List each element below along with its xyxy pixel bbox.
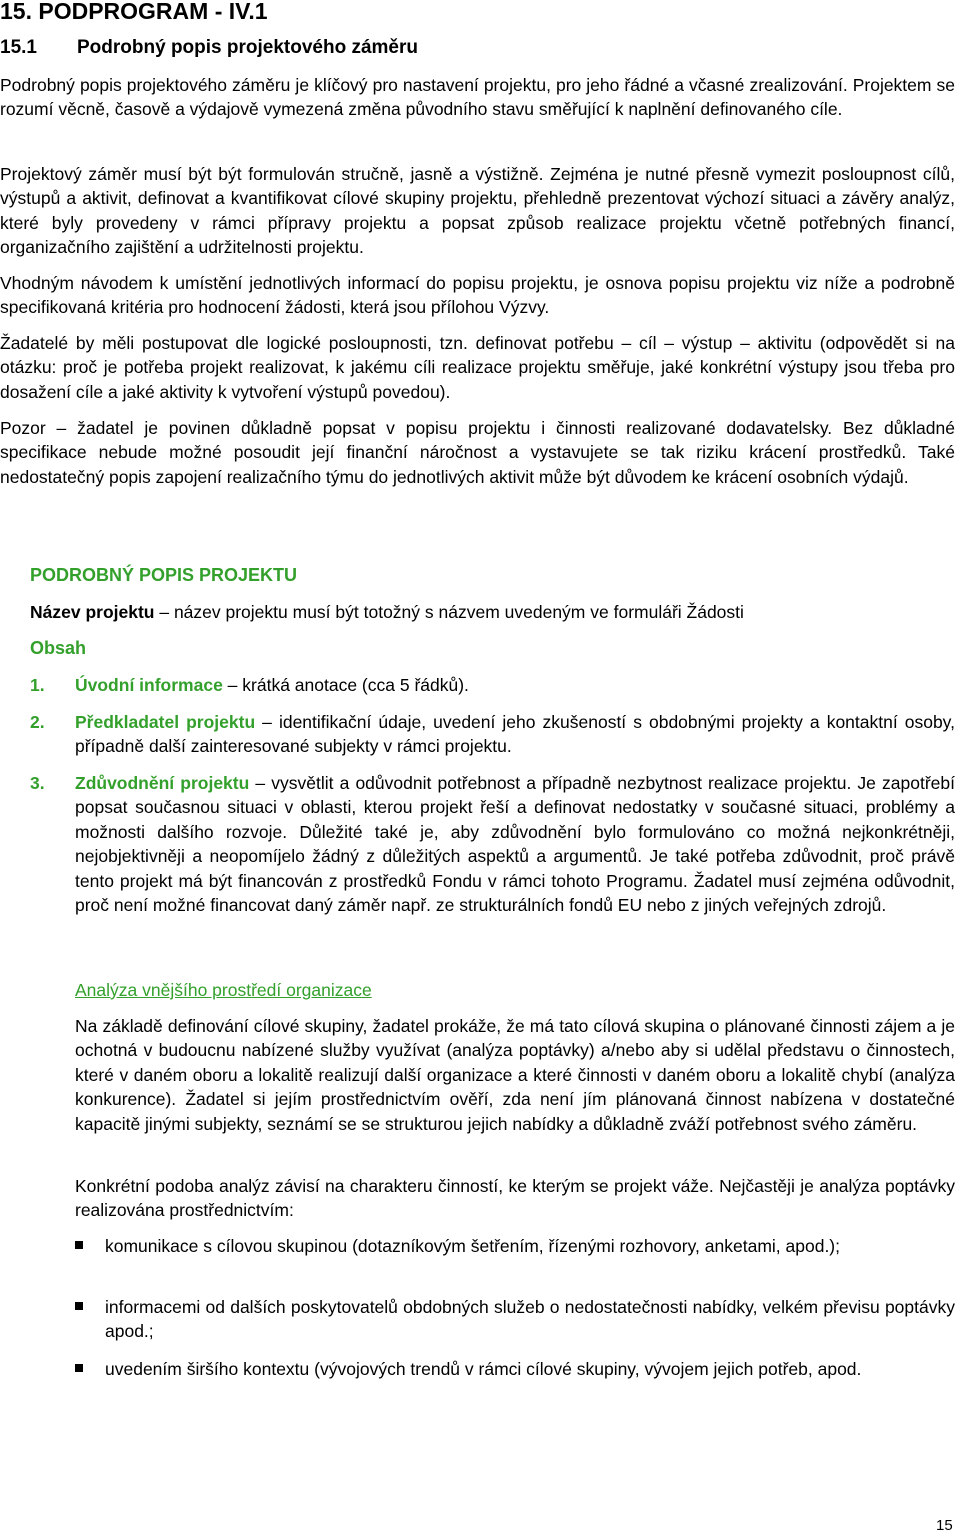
bullet-item-1 bbox=[75, 1234, 955, 1258]
outline-item-title: Zdůvodnění projektu bbox=[75, 773, 250, 793]
outline-item-text: – krátká anotace (cca 5 řádků). bbox=[222, 675, 469, 695]
outline-item-text: – vysvětlit a odůvodnit potřebnost a případně nezbytnost realizace projektu. Je zapotřebí popsat současnou situaci v oblasti, kterou projekt řeší a definovat nedostatky v současné situaci, problémy a možnosti dalšího rozvoje. Důležité také je, aby zdůvodnění bylo formulováno co možná nejkonkrétněji, nejobjektivněji a neopomíjelo žádný z důležitých aspektů a argumentů. Je také potřeba zdůvodnit, proč právě tento projekt má být financován z prostředků Fondu v rámci tohoto Programu. Žadatel musí zejména odůvodnit, proč není možné financovat daný záměr např. ze strukturálních fondů EU nebo z jiných veřejných zdrojů. bbox=[75, 773, 955, 916]
bullet-item-3 bbox=[75, 1357, 955, 1381]
intro-paragraph-2: Projektový záměr musí být být formulován stručně, jasně a výstižně. Zejména je nutné přesně vymezit posloupnost cílů, výstupů a aktivit, definovat a kvantifikovat cílové skupiny projektu, přehledně prezentovat výchozí situaci a závěry analýz, které byly provedeny v rámci přípravy projektu a popsat způsob realizace projektu včetně potřebných financí, organizačního zajištění a udržitelnosti projektu. bbox=[0, 164, 955, 258]
outline-item-title: Předkladatel projektu bbox=[75, 712, 256, 732]
chapter-title: 15. PODPROGRAM - IV.1 bbox=[0, 0, 268, 24]
project-name-label: Název projektu bbox=[30, 602, 155, 622]
outline-item-number: 2. bbox=[30, 712, 45, 732]
outline-item-2 bbox=[30, 710, 955, 759]
outline-item-text: – identifikační údaje, uvedení jeho zkušeností s obdobnými projekty a kontaktní osoby, případně další zainteresované subjekty v rámci projektu. bbox=[75, 712, 955, 757]
analysis-paragraph-1: Na základě definování cílové skupiny, žadatel prokáže, že má tato cílová skupina o plánované činnosti zájem a je ochotná v budoucnu nabízené služby využívat (analýza poptávky) a/nebo aby si udělal představu o činnostech, které v daném oboru a lokalitě realizují další organizace a které činnosti v daném oboru a lokalitě chybí (analýza konkurence). Žadatel si jejím prostřednictvím ověří, zda není jím plánovaná činnost nabízena v dostatečné kapacitě jinými subjekty, seznámí se se strukturou jejich nabídky a důkladně zváží potřebnost svého záměru. bbox=[75, 1016, 955, 1134]
bullet-text: komunikace s cílovou skupinou (dotazníkovým šetřením, řízenými rozhovory, anketami, apod.); bbox=[105, 1236, 840, 1256]
outline-item-3 bbox=[30, 771, 955, 917]
section-heading bbox=[0, 36, 418, 60]
bullet-square-icon bbox=[75, 1302, 83, 1310]
outline-item-number: 3. bbox=[30, 773, 45, 793]
outline-heading: PODROBNÝ POPIS PROJEKTU bbox=[30, 565, 298, 585]
intro-paragraph-3: Vhodným návodem k umístění jednotlivých informací do popisu projektu, je osnova popisu projektu viz níže a podrobně specifikovaná kritéria pro hodnocení žádosti, která jsou přílohou Výzvy. bbox=[0, 273, 955, 318]
intro-paragraph-4: Žadatelé by měli postupovat dle logické posloupnosti, tzn. definovat potřebu – cíl – výstup – aktivitu (odpovědět si na otázku: proč je potřeba projekt realizovat, k jakému cíli realizace projektu směřuje, jaké konkrétní výstupy jsou třeba pro dosažení cíle a jaké aktivity k vytvoření výstupů povedou). bbox=[0, 333, 955, 402]
bullet-item-2 bbox=[75, 1295, 955, 1344]
outline-item-1 bbox=[30, 673, 955, 697]
outline-item-number: 1. bbox=[30, 675, 45, 695]
intro-paragraph-1: Podrobný popis projektového záměru je klíčový pro nastavení projektu, pro jeho řádné a včasné zrealizování. Projektem se rozumí věcně, časově a výdajově vymezená změna původního stavu směřující k naplnění definovaného cíle. bbox=[0, 75, 955, 120]
bullet-text: uvedením širšího kontextu (vývojových trendů v rámci cílové skupiny, vývojem jejich potřeb, apod. bbox=[105, 1359, 862, 1379]
bullet-square-icon bbox=[75, 1364, 83, 1372]
analysis-subheading bbox=[75, 978, 955, 1002]
contents-heading: Obsah bbox=[30, 638, 87, 658]
bullet-text: informacemi od dalších poskytovatelů obdobných služeb o nedostatečnosti nabídky, velkém převisu poptávky apod.; bbox=[105, 1297, 955, 1342]
analysis-paragraph-2: Konkrétní podoba analýz závisí na charakteru činností, ke kterým se projekt váže. Nejčastěji je analýza poptávky realizována prostřednictvím: bbox=[75, 1176, 955, 1221]
page-number: 15 bbox=[936, 1517, 953, 1534]
section-title: Podrobný popis projektového záměru bbox=[77, 37, 418, 58]
project-name-line bbox=[30, 600, 955, 624]
outline-item-title: Úvodní informace bbox=[75, 675, 223, 695]
intro-paragraph-5: Pozor – žadatel je povinen důkladně popsat v popisu projektu i činnosti realizované dodavatelsky. Bez důkladné specifikace nebude možné posoudit její finanční náročnost a vystavujete se tak riziku krácení prostředků. Také nedostatečný popis zapojení realizačního týmu do jednotlivých aktivit může být důvodem ke krácení osobních výdajů. bbox=[0, 418, 955, 487]
analysis-subheading-text: Analýza vnějšího prostředí organizace bbox=[75, 980, 372, 1000]
bullet-square-icon bbox=[75, 1241, 83, 1249]
project-name-text: – název projektu musí být totožný s názvem uvedeným ve formuláři Žádosti bbox=[154, 602, 744, 622]
section-number: 15.1 bbox=[0, 37, 37, 58]
